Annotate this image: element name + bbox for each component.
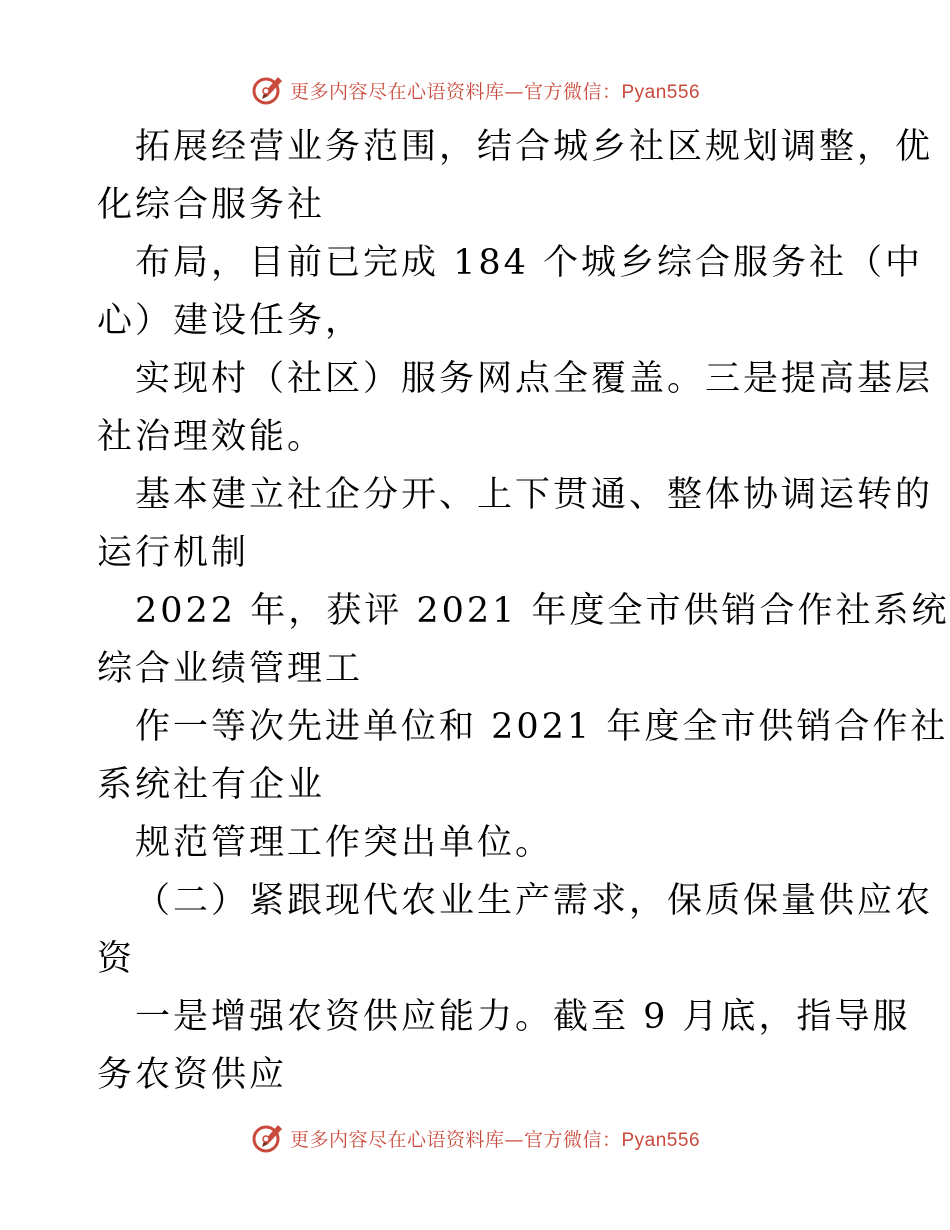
paragraph-line: 综合业绩管理工 (97, 649, 364, 689)
watermark-text: 更多内容尽在心语资料库—官方微信：Pyan556 (289, 80, 701, 103)
document-body (97, 118, 950, 1104)
paragraph-line: 系统社有企业 (97, 765, 326, 805)
paragraph-line: 布局，目前已完成 184 个城乡综合服务社（中 (135, 243, 924, 283)
paragraph-line: 规范管理工作突出单位。 (135, 823, 554, 863)
paragraph (97, 466, 934, 582)
paragraph-line: 实现村（社区）服务网点全覆盖。三是提高基层 (135, 359, 934, 399)
paragraph-line: 社治理效能。 (97, 417, 326, 457)
paragraph (97, 872, 934, 988)
paragraph-line: 一是增强农资供应能力。截至 9 月底，指导服 (135, 997, 911, 1037)
paragraph-line: 基本建立社企分开、上下贯通、整体协调运转的 (135, 475, 934, 515)
paragraph-line: 资 (97, 939, 136, 979)
paragraph-line: 2022 年，获评 2021 年度全市供销合作社系统 (135, 591, 950, 631)
paragraph (97, 698, 949, 814)
paragraph-line: （二）紧跟现代农业生产需求，保质保量供应农 (135, 881, 934, 921)
footer-watermark (0, 1118, 950, 1158)
paragraph (97, 234, 924, 350)
paragraph-line: 作一等次先进单位和 2021 年度全市供销合作社 (135, 707, 949, 747)
paragraph-line: 运行机制 (97, 533, 250, 573)
pen-nib-circle-icon (250, 1120, 286, 1156)
header-watermark (0, 70, 950, 110)
paragraph (97, 988, 911, 1104)
paragraph-line: 化综合服务社 (97, 185, 326, 225)
paragraph-line: 心）建设任务， (97, 301, 364, 341)
paragraph-line: 务农资供应 (97, 1055, 288, 1095)
pen-nib-circle-icon (250, 72, 286, 108)
paragraph (97, 350, 934, 466)
watermark-text: 更多内容尽在心语资料库—官方微信：Pyan556 (289, 1128, 701, 1151)
paragraph (97, 118, 934, 234)
paragraph (97, 582, 950, 698)
paragraph (97, 814, 857, 872)
paragraph-line: 拓展经营业务范围，结合城乡社区规划调整，优 (135, 127, 934, 167)
